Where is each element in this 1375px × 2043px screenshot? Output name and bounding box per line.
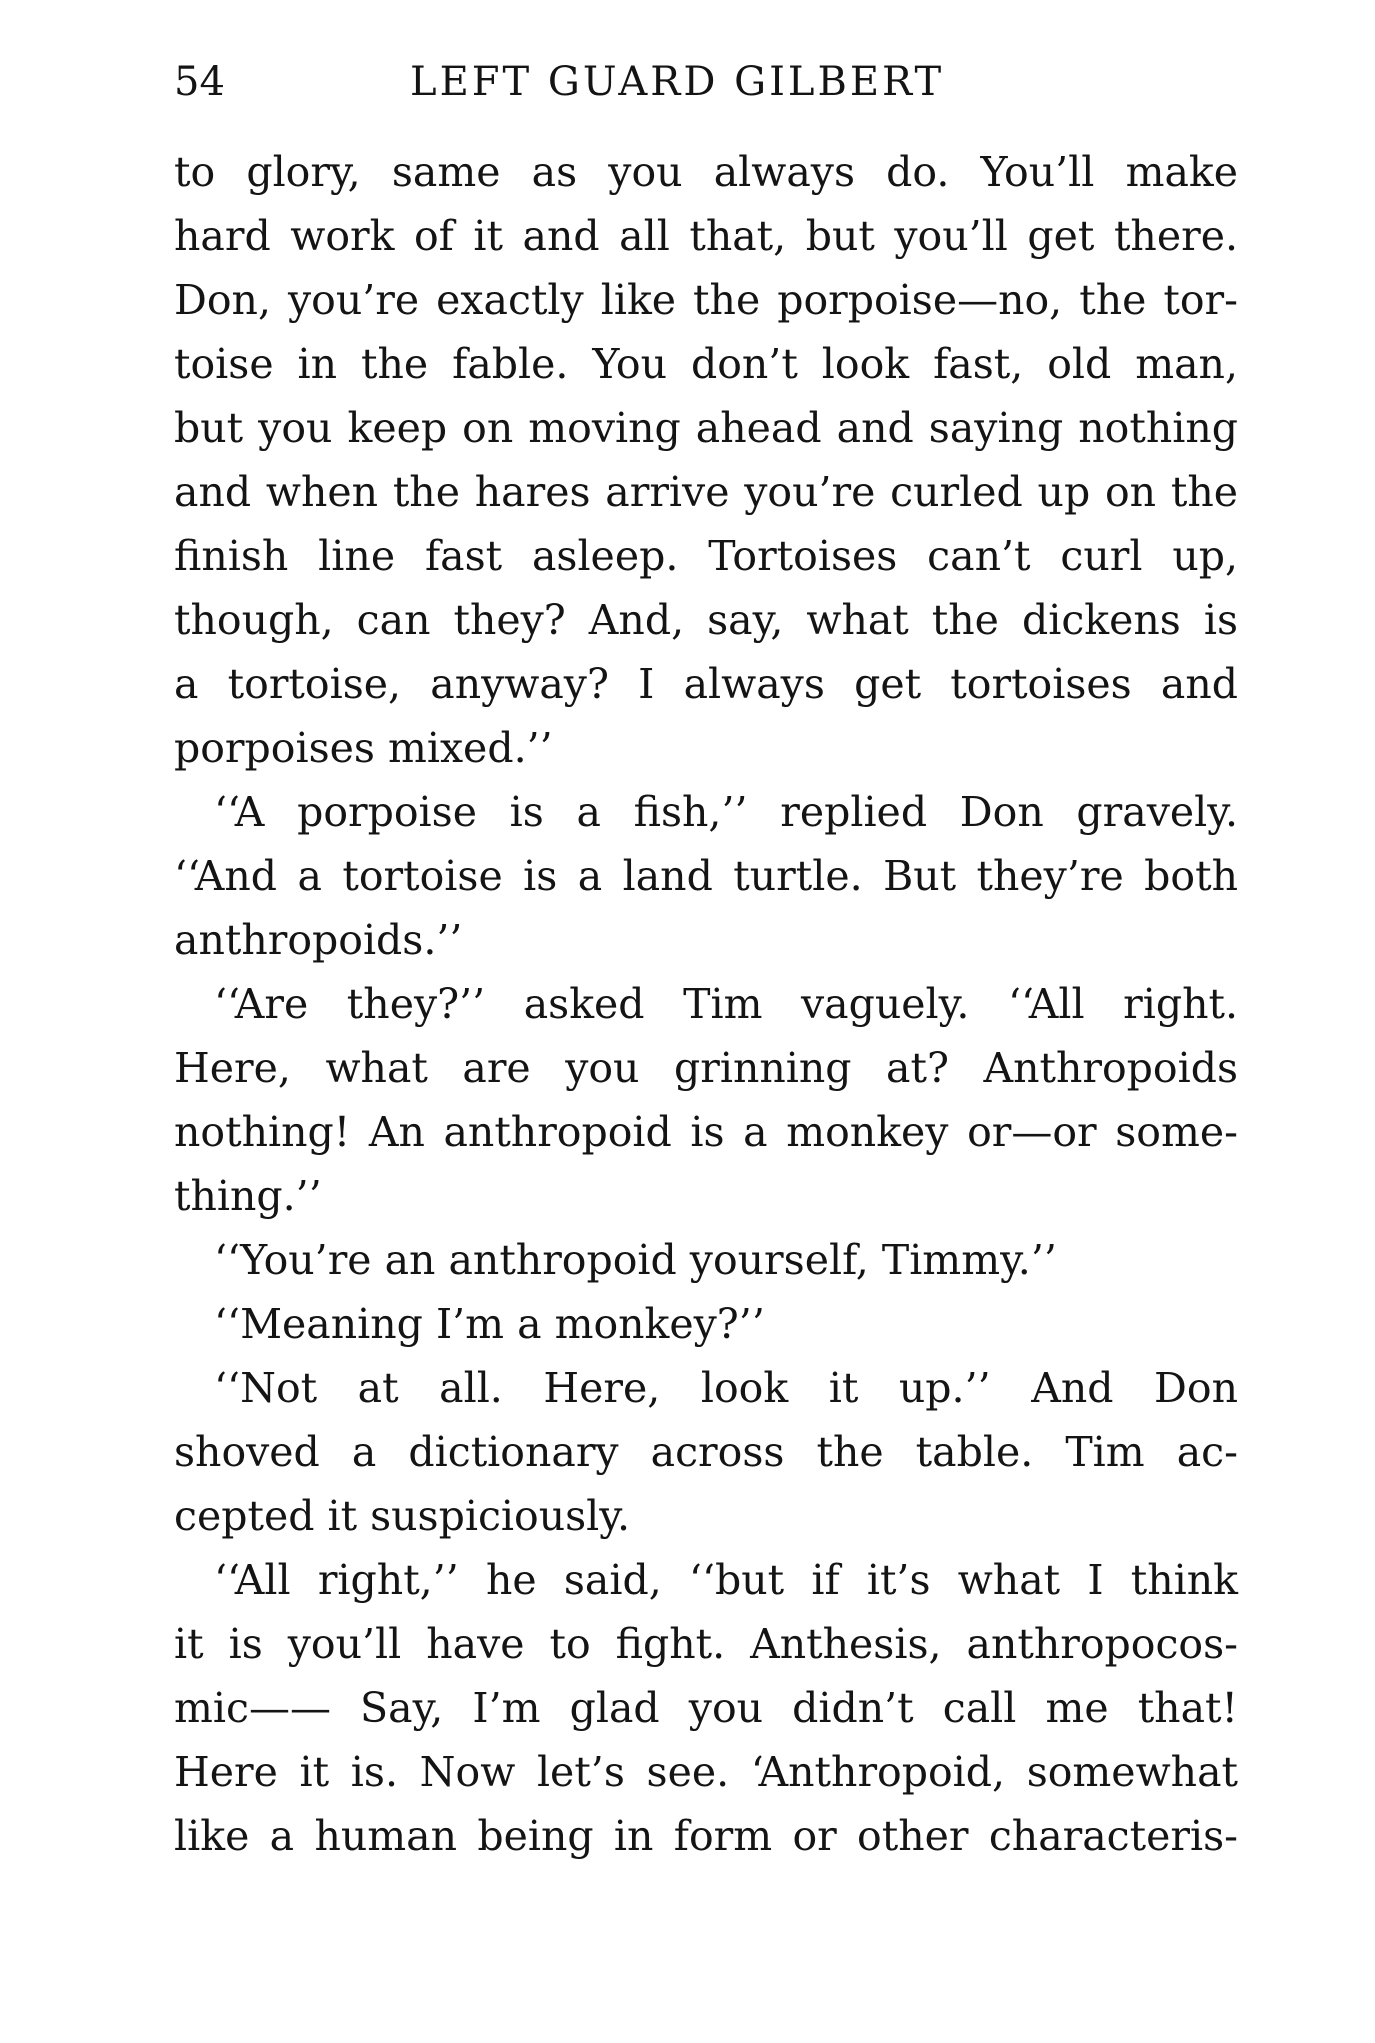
- text-line: Here it is. Now let’s see. ‘Anthropoid, somewhat: [174, 1748, 1238, 1796]
- text-line: ‘‘A porpoise is a fish,’’ replied Don gravely.: [214, 788, 1238, 836]
- text-line: though, can they? And, say, what the dickens is: [174, 596, 1238, 644]
- text-line: and when the hares arrive you’re curled up on the: [174, 468, 1238, 516]
- text-line: ‘‘And a tortoise is a land turtle. But they’re both: [174, 852, 1238, 900]
- text-line: ‘‘Not at all. Here, look it up.’’ And Don: [214, 1364, 1238, 1412]
- text-line: but you keep on moving ahead and saying nothing: [174, 404, 1238, 452]
- text-line: ‘‘You’re an anthropoid yourself, Timmy.’’: [214, 1236, 1057, 1284]
- text-line: a tortoise, anyway? I always get tortoises and: [174, 660, 1238, 708]
- text-line: like a human being in form or other characteris-: [174, 1812, 1238, 1860]
- text-line: it is you’ll have to fight. Anthesis, anthropocos-: [174, 1620, 1238, 1668]
- text-line: finish line fast asleep. Tortoises can’t curl up,: [174, 532, 1238, 580]
- text-line: shoved a dictionary across the table. Tim ac-: [174, 1428, 1238, 1476]
- text-line: toise in the fable. You don’t look fast, old man,: [174, 340, 1238, 388]
- text-line: anthropoids.’’: [174, 916, 463, 964]
- text-line: ‘‘Are they?’’ asked Tim vaguely. ‘‘All right.: [214, 980, 1238, 1028]
- text-line: ‘‘Meaning I’m a monkey?’’: [214, 1300, 765, 1348]
- text-line: hard work of it and all that, but you’ll get there.: [174, 212, 1238, 260]
- body-text: [174, 140, 1238, 1868]
- text-line: to glory, same as you always do. You’ll make: [174, 148, 1238, 196]
- running-head: [174, 52, 1234, 112]
- text-line: nothing! An anthropoid is a monkey or—or some-: [174, 1108, 1238, 1156]
- running-title: LEFT GUARD GILBERT: [410, 59, 945, 105]
- page-number: 54: [174, 59, 225, 105]
- text-line: Don, you’re exactly like the porpoise—no, the tor-: [174, 276, 1238, 324]
- text-line: mic—— Say, I’m glad you didn’t call me that!: [174, 1684, 1238, 1732]
- text-line: Here, what are you grinning at? Anthropoids: [174, 1044, 1238, 1092]
- text-line: cepted it suspiciously.: [174, 1492, 631, 1540]
- text-line: porpoises mixed.’’: [174, 724, 553, 772]
- text-line: ‘‘All right,’’ he said, ‘‘but if it’s what I think: [214, 1556, 1238, 1604]
- text-line: thing.’’: [174, 1172, 322, 1220]
